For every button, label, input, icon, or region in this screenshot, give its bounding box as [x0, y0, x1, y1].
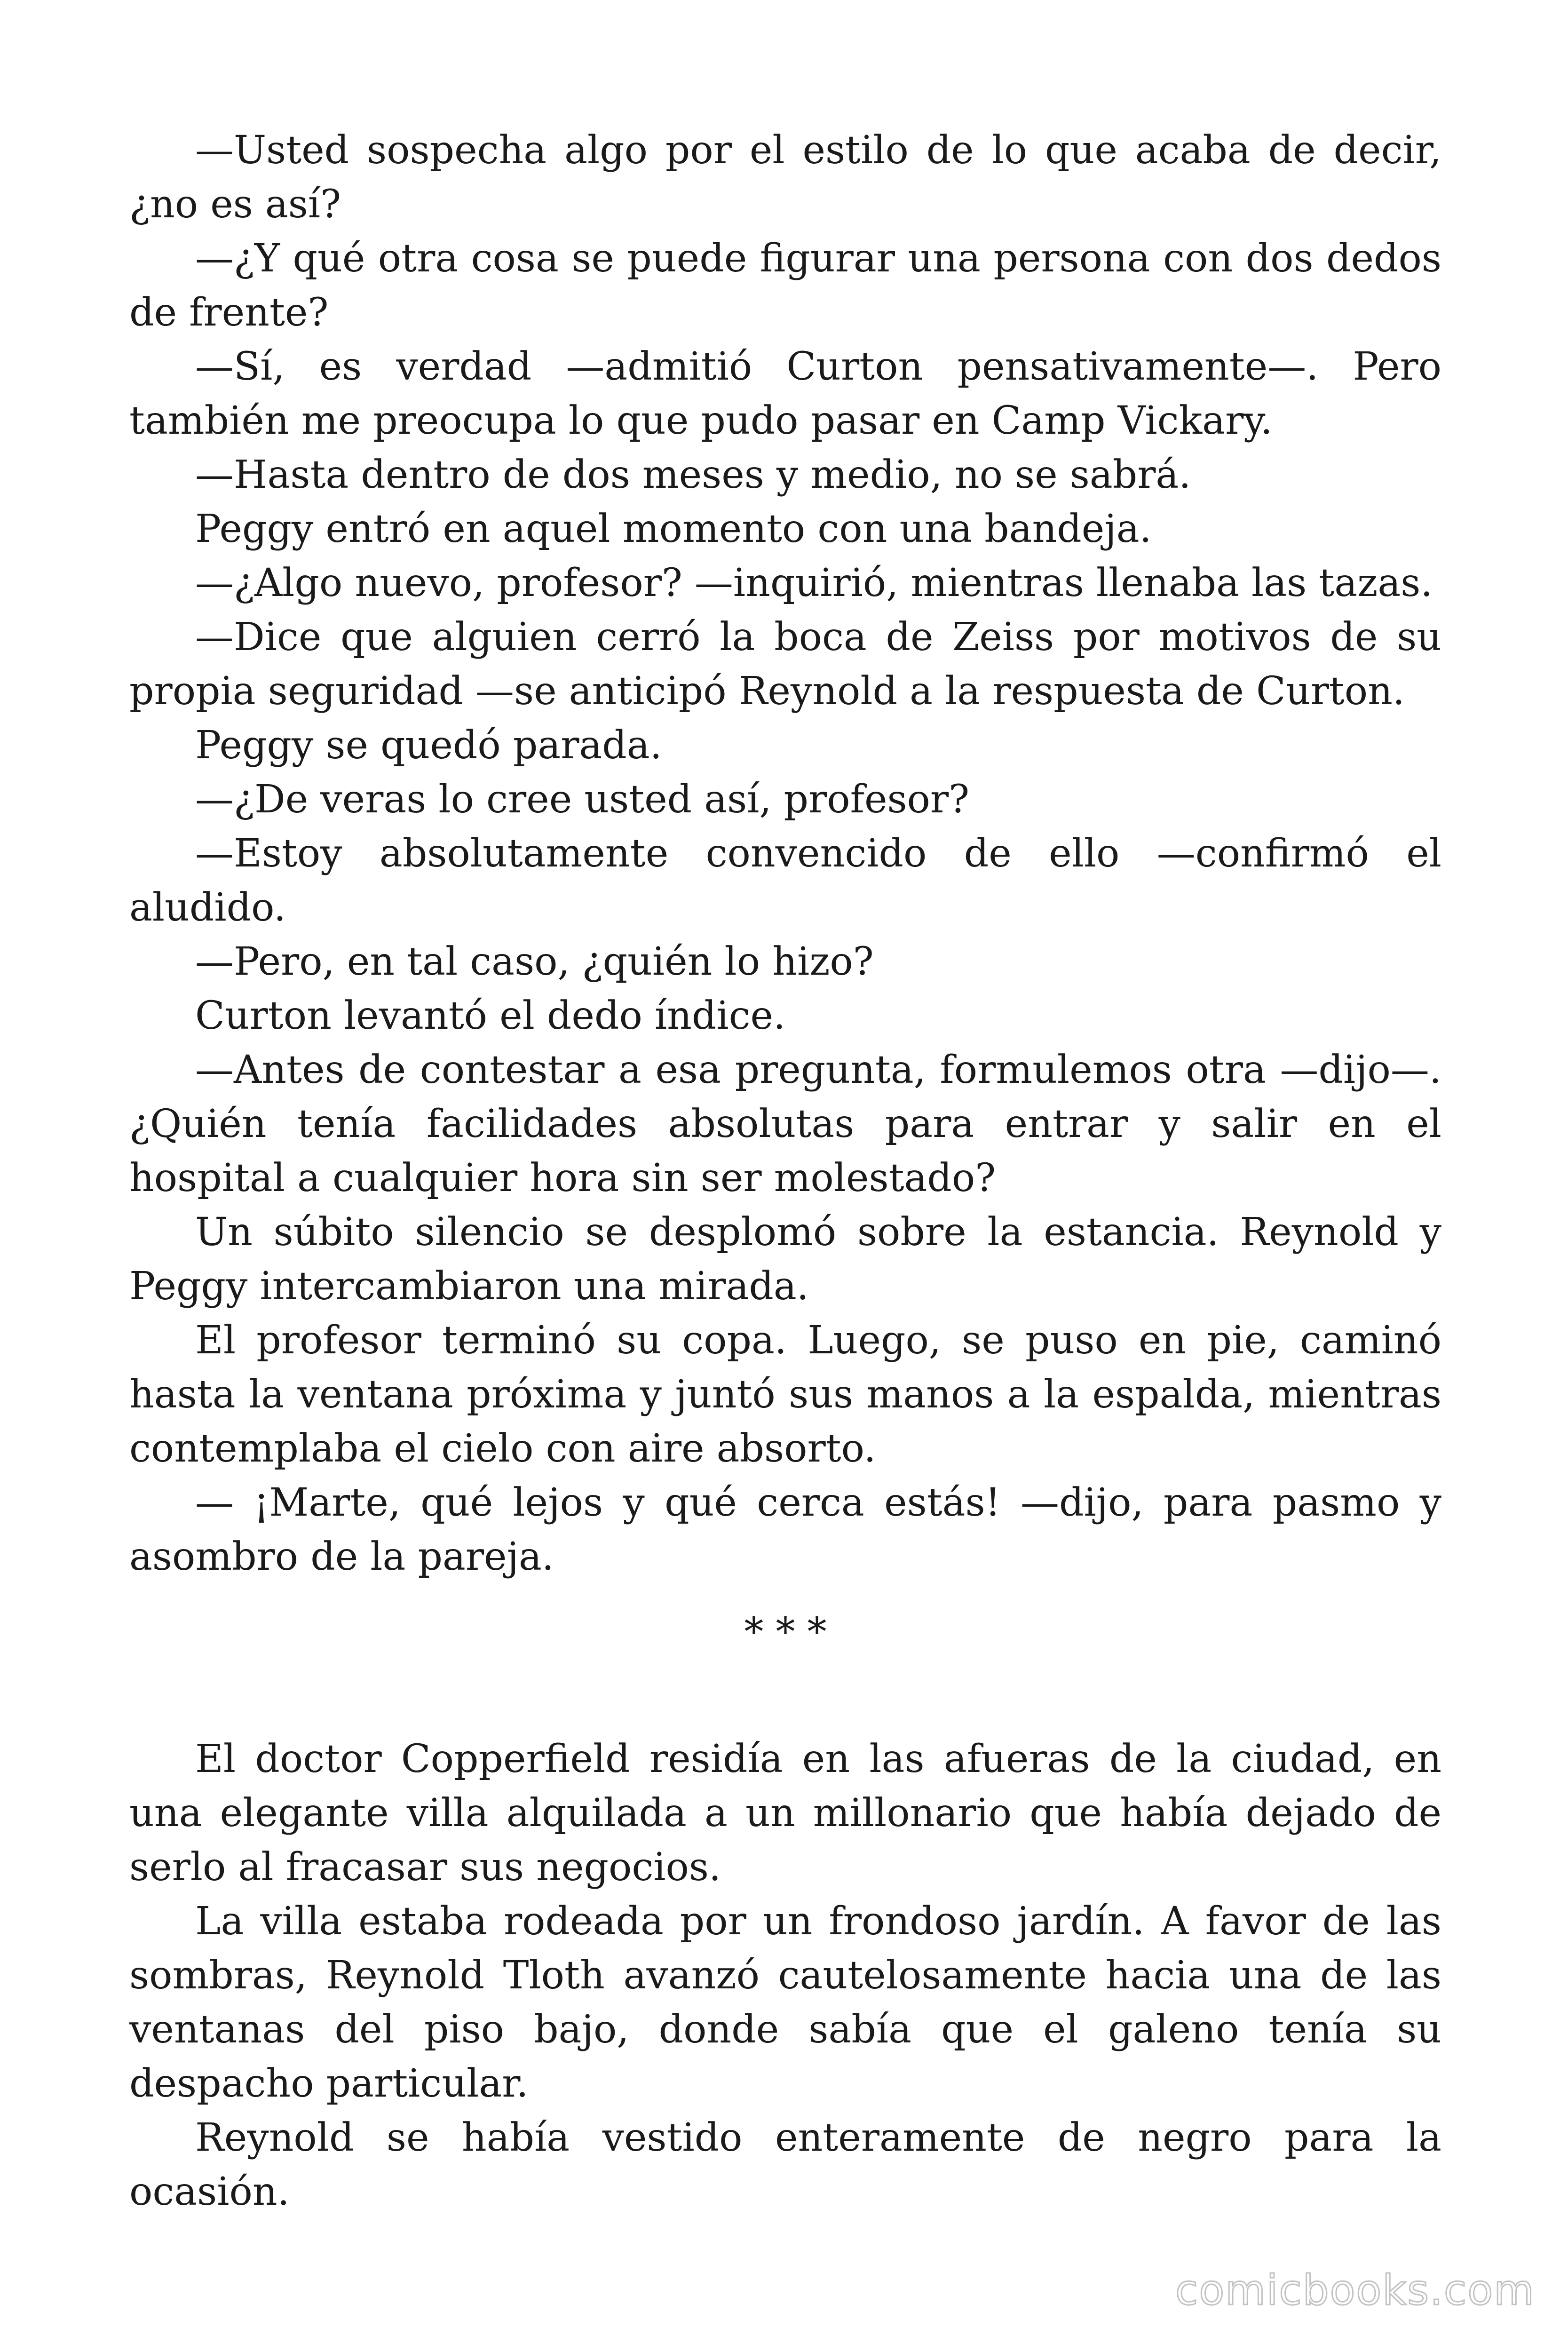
paragraph: —¿De veras lo cree usted así, profesor? [195, 777, 970, 822]
paragraph: Peggy se quedó parada. [195, 723, 662, 768]
paragraph: —Hasta dentro de dos meses y medio, no se sabrá. [195, 453, 1191, 497]
section-separator: * * * [744, 1610, 827, 1654]
paragraph: —Pero, en tal caso, ¿quién lo hizo? [195, 939, 874, 984]
paragraph: Curton levantó el dedo índice. [195, 993, 786, 1038]
section-one [129, 123, 1441, 1584]
section-two [129, 1732, 1441, 2219]
paragraph: —Antes de contestar a esa pregunta, formulemos otra —dijo—. ¿Quién tenía facilidades absolutas para entrar y salir en el hospital a cualquier hora sin ser molestado? [129, 1048, 1441, 1200]
paragraph: —Usted sospecha algo por el estilo de lo que acaba de decir, ¿no es así? [129, 128, 1441, 227]
paragraph: —Dice que alguien cerró la boca de Zeiss por motivos de su propia seguridad —se anticipó Reynold a la respuesta de Curton. [129, 615, 1441, 714]
paragraph: —Sí, es verdad —admitió Curton pensativamente—. Pero también me preocupa lo que pudo pasar en Camp Vickary. [129, 344, 1441, 443]
paragraph: — ¡Marte, qué lejos y qué cerca estás! —dijo, para pasmo y asombro de la pareja. [129, 1480, 1441, 1579]
paragraph: El doctor Copperfield residía en las afueras de la ciudad, en una elegante villa alquilada a un millonario que había dejado de serlo al fracasar sus negocios. [129, 1737, 1441, 1890]
watermark-logo: comicbooks.com [1175, 2266, 1535, 2314]
paragraph: El profesor terminó su copa. Luego, se puso en pie, caminó hasta la ventana próxima y juntó sus manos a la espalda, mientras contemplaba el cielo con aire absorto. [129, 1318, 1441, 1471]
paragraph: Peggy entró en aquel momento con una bandeja. [195, 507, 1152, 551]
paragraph: —Estoy absolutamente convencido de ello —confirmó el aludido. [129, 831, 1441, 930]
paragraph: Un súbito silencio se desplomó sobre la estancia. Reynold y Peggy intercambiaron una mirada. [129, 1210, 1441, 1309]
paragraph: La villa estaba rodeada por un frondoso jardín. A favor de las sombras, Reynold Tloth avanzó cautelosamente hacia una de las ventanas del piso bajo, donde sabía que el galeno tenía su despacho particular. [129, 1899, 1441, 2106]
book-page [129, 123, 1441, 2219]
paragraph: —¿Algo nuevo, profesor? —inquirió, mientras llenaba las tazas. [195, 561, 1433, 605]
paragraph: Reynold se había vestido enteramente de negro para la ocasión. [129, 2115, 1441, 2214]
paragraph: —¿Y qué otra cosa se puede figurar una persona con dos dedos de frente? [129, 236, 1441, 335]
